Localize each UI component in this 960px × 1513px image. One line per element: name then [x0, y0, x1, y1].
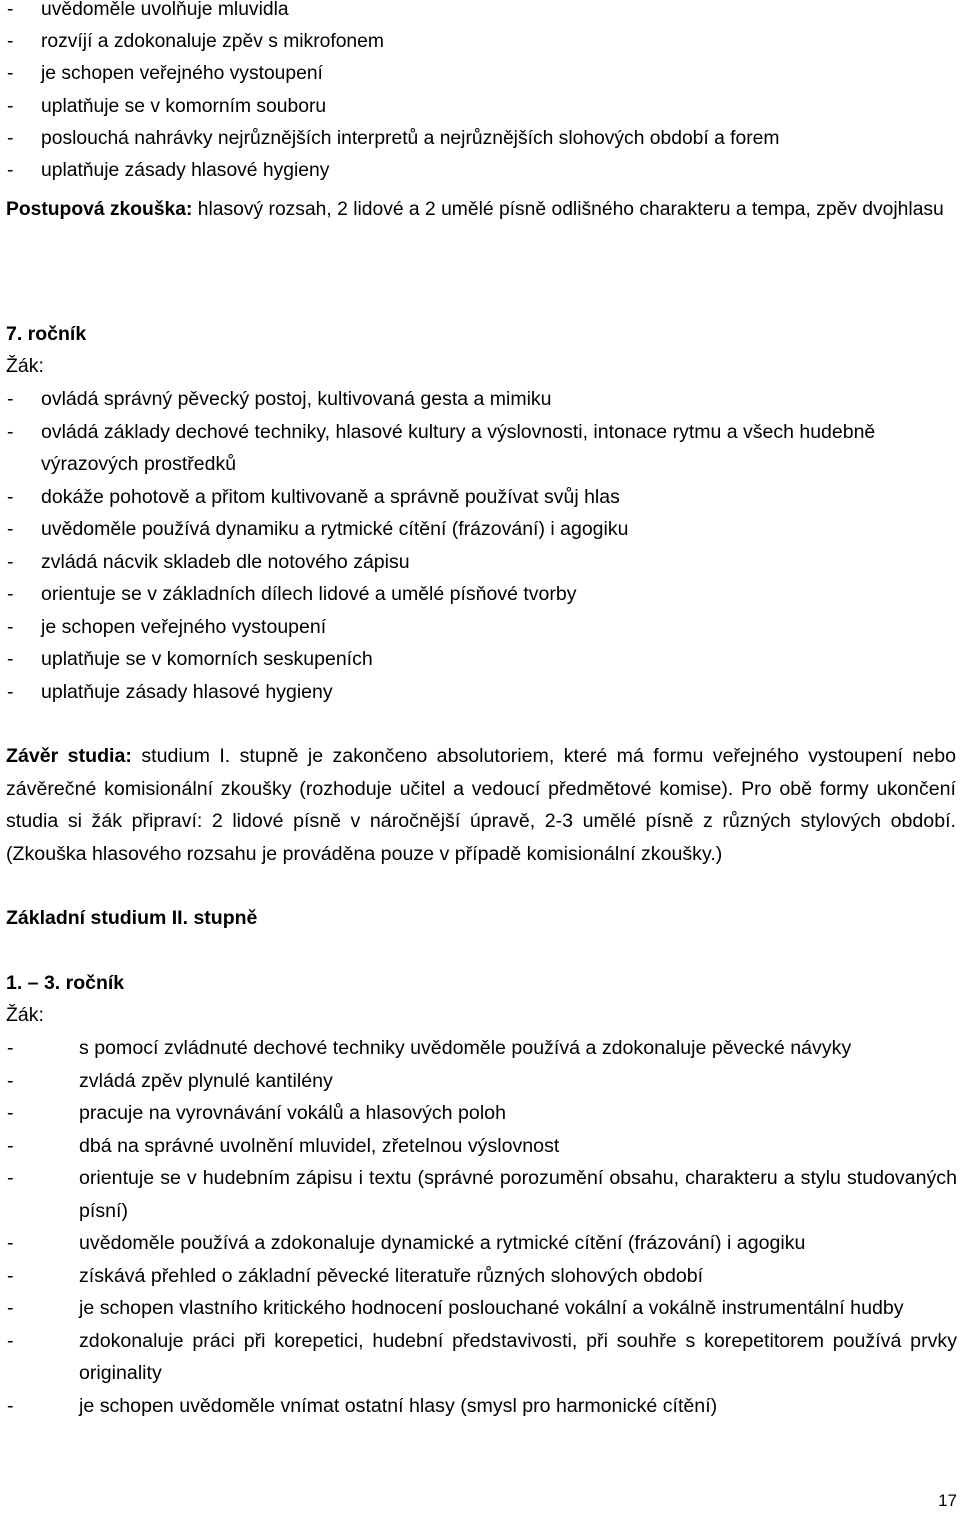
bullet-dash: -: [7, 127, 14, 149]
list-item: - uvědoměle používá dynamiku a rytmické cítění (frázování) i agogiku: [7, 513, 957, 546]
list-item: - získává přehled o základní pěvecké literatuře různých slohových období: [7, 1260, 957, 1293]
list-item: - zvládá zpěv plynulé kantilény: [7, 1065, 957, 1098]
bullet-dash: -: [7, 1264, 14, 1287]
zaver-label: Závěr studia:: [6, 745, 132, 767]
list-item: - ovládá správný pěvecký postoj, kultivovaná gesta a mimiku: [7, 383, 957, 416]
bullet-dash: -: [7, 95, 14, 117]
list-item: - rozvíjí a zdokonaluje zpěv s mikrofonem: [7, 26, 957, 58]
list-item: - ovládá základy dechové techniky, hlasové kultury a výslovnosti, intonace rytmu a všech hudebně výrazových prostředků: [7, 416, 957, 481]
bullet-dash: -: [7, 485, 14, 508]
bullet-dash: -: [7, 1102, 14, 1124]
bullet-dash: -: [7, 420, 14, 443]
bullet-dash: -: [7, 63, 14, 85]
list-item: - uplatňuje se v komorních seskupeních: [7, 643, 957, 676]
list-item: - uvědoměle uvolňuje mluvidla: [7, 0, 957, 26]
bullet-dash: -: [7, 1069, 14, 1092]
list-item: - zvládá nácvik skladeb dle notového zápisu: [7, 546, 957, 579]
list-item: - orientuje se v hudebním zápisu i textu (správné porozumění obsahu, charakteru a stylu studovaných písní): [7, 1162, 957, 1227]
grade-7-list: [7, 383, 957, 708]
bullet-dash: -: [7, 1394, 14, 1417]
bullet-dash: -: [7, 648, 14, 670]
bullet-dash: -: [7, 1037, 14, 1059]
list-item: - orientuje se v základních dílech lidové a umělé písňové tvorby: [7, 578, 957, 611]
list-item: - dbá na správné uvolnění mluvidel, zřetelnou výslovnost: [7, 1130, 957, 1163]
bullet-dash: -: [7, 550, 14, 573]
list-item: - uplatňuje zásady hlasové hygieny: [7, 155, 957, 187]
bullet-dash: -: [7, 1134, 14, 1157]
top-bullet-list: [7, 0, 957, 187]
list-item: - je schopen veřejného vystoupení: [7, 58, 957, 90]
bullet-dash: -: [7, 615, 14, 638]
bullet-dash: -: [7, 388, 14, 410]
bullet-dash: -: [7, 583, 14, 605]
bullet-dash: -: [7, 1232, 14, 1254]
bullet-dash: -: [7, 31, 14, 53]
list-item: - dokáže pohotově a přitom kultivovaně a správně používat svůj hlas: [7, 481, 957, 514]
bullet-dash: -: [7, 518, 14, 540]
bullet-dash: -: [7, 1329, 14, 1352]
list-item: - s pomocí zvládnuté dechové techniky uvědoměle používá a zdokonaluje pěvecké návyky: [7, 1032, 957, 1065]
list-item: - uvědoměle používá a zdokonaluje dynamické a rytmické cítění (frázování) i agogiku: [7, 1227, 957, 1260]
postupova-zkouska-paragraph: [6, 194, 956, 227]
list-item: - je schopen veřejného vystoupení: [7, 611, 957, 644]
bullet-dash: -: [7, 0, 14, 20]
pupil-label: Žák:: [6, 355, 44, 377]
grade-1-3-heading: 1. – 3. ročník: [6, 972, 125, 994]
postupova-text: hlasový rozsah, 2 lidové a 2 umělé písně odlišného charakteru a tempa, zpěv dvojhlasu: [192, 199, 944, 220]
list-item: - pracuje na vyrovnávání vokálů a hlasových poloh: [7, 1097, 957, 1130]
zaver-text: studium I. stupně je zakončeno absolutoriem, které má formu veřejného vystoupení nebo závěrečné komisionální zkoušky (rozhoduje učitel a vedoucí předmětové komise). Pro obě formy ukončení studia si žák připraví: 2 lidové písně v náročnější úpravě, 2-3 umělé písně z různých stylových období. (Zkouška hlasového rozsahu je prováděna pouze v případě komisionální zkoušky.): [6, 745, 956, 865]
pupil-label: Žák:: [6, 1004, 44, 1026]
zaver-studia-paragraph: [6, 740, 956, 870]
postupova-label: Postupová zkouška:: [6, 199, 193, 220]
page-number: 17: [938, 1491, 957, 1510]
list-item: - je schopen uvědoměle vnímat ostatní hlasy (smysl pro harmonické cítění): [7, 1390, 957, 1423]
bullet-dash: -: [7, 680, 14, 703]
stage-2-list: [7, 1032, 957, 1422]
stage-2-heading: Základní studium II. stupně: [6, 907, 258, 929]
bullet-dash: -: [7, 160, 14, 182]
list-item: - uplatňuje zásady hlasové hygieny: [7, 676, 957, 709]
list-item: - uplatňuje se v komorním souboru: [7, 91, 957, 123]
list-item: - zdokonaluje práci při korepetici, hudební představivosti, při souhře s korepetitorem používá prvky originality: [7, 1325, 957, 1390]
list-item: - je schopen vlastního kritického hodnocení poslouchané vokální a vokálně instrumentální hudby: [7, 1292, 957, 1325]
bullet-dash: -: [7, 1297, 14, 1319]
grade-7-heading: 7. ročník: [6, 323, 87, 345]
list-item: - poslouchá nahrávky nejrůznějších interpretů a nejrůznějších slohových období a forem: [7, 123, 957, 155]
bullet-dash: -: [7, 1167, 14, 1189]
